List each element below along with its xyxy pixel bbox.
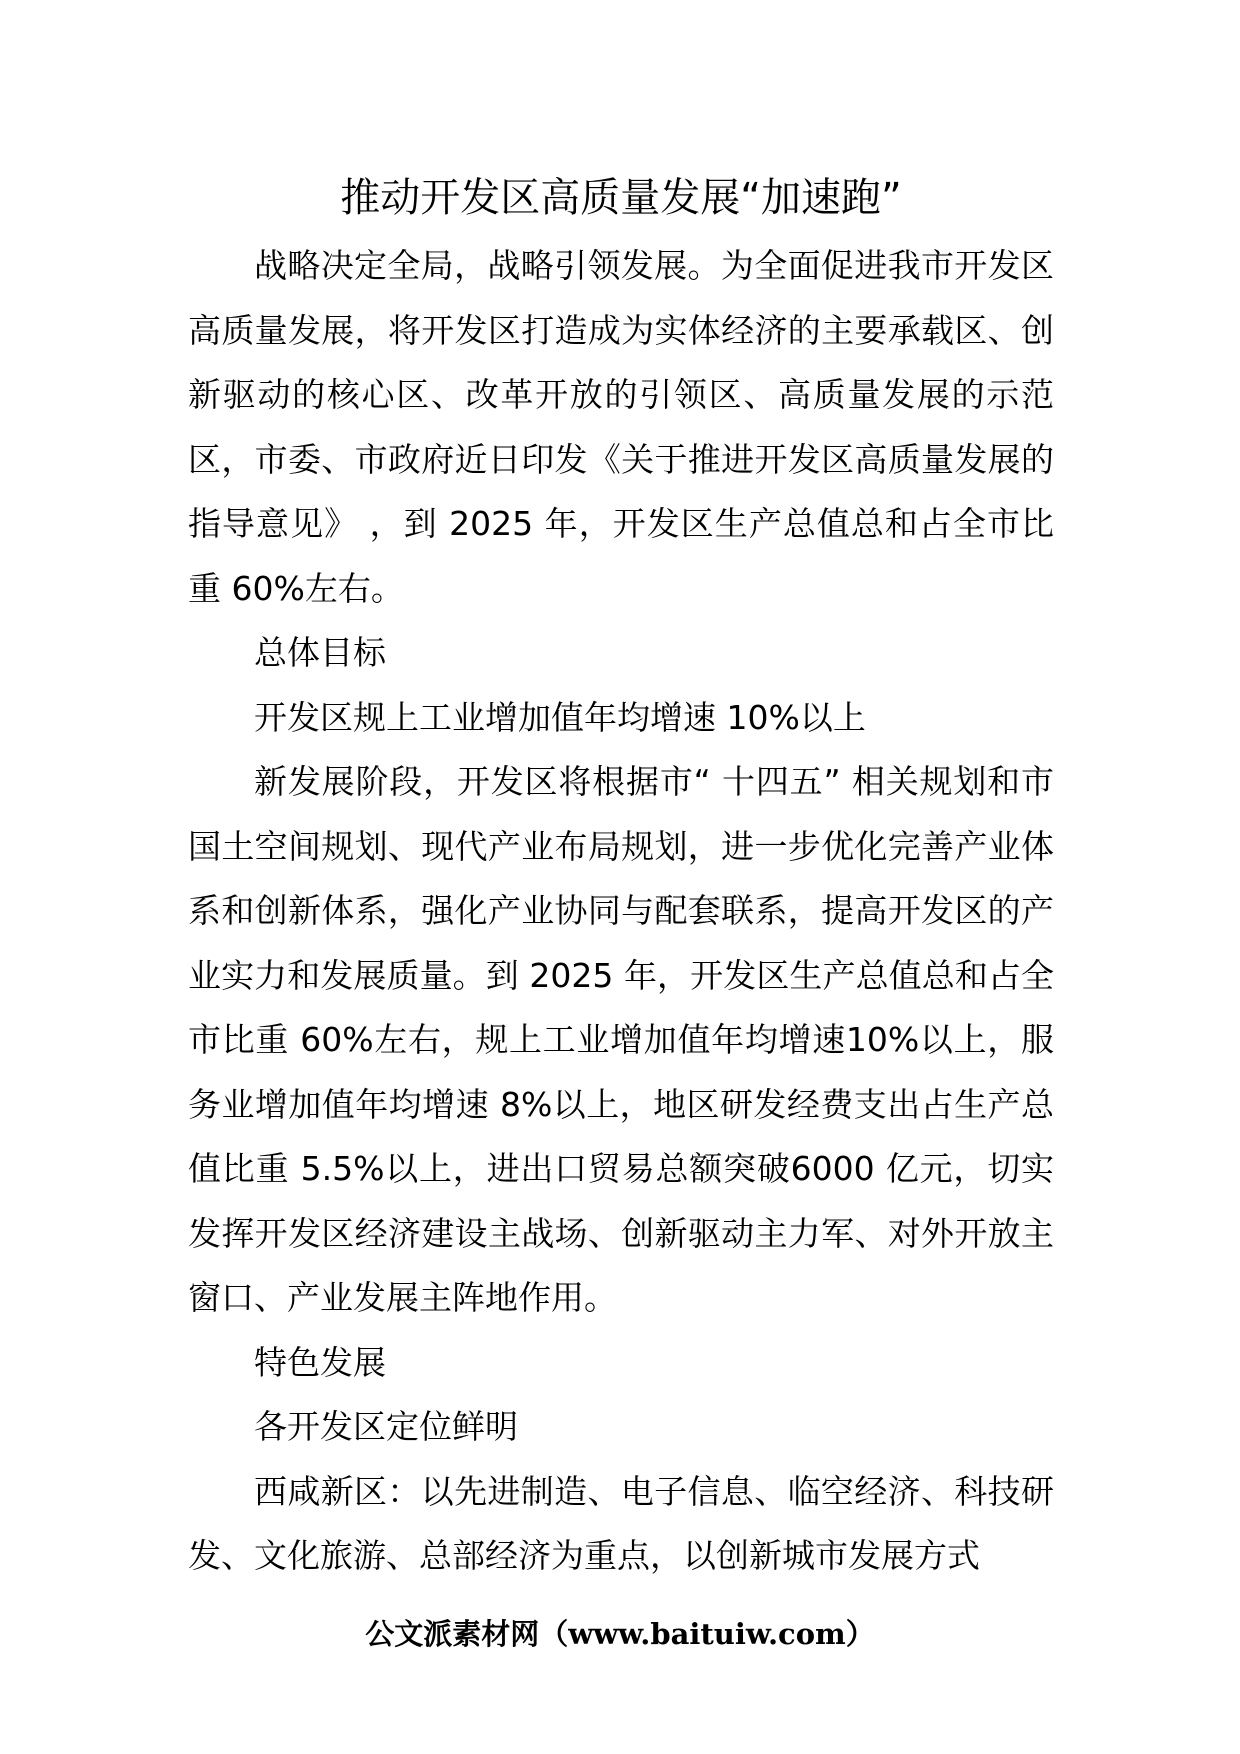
- paragraph-xixian-new-area: 西咸新区：以先进制造、电子信息、临空经济、科技研发、文化旅游、总部经济为重点，以创新城市发展方式: [188, 1471, 1054, 1575]
- document-title: 推动开发区高质量发展“加速跑”: [340, 175, 902, 221]
- footer-watermark: 公文派素材网（www.baituiw.com）: [365, 1617, 875, 1651]
- subheading-industrial-growth: 开发区规上工业增加值年均增速 10%以上: [254, 697, 866, 737]
- section-heading-featured-development: 特色发展: [254, 1342, 386, 1382]
- document-body: [188, 234, 1054, 1589]
- subheading-positioning: 各开发区定位鲜明: [254, 1407, 518, 1446]
- section-heading-overall-goal: 总体目标: [254, 633, 386, 672]
- paragraph-development-stage: 新发展阶段，开发区将根据市“ 十四五” 相关规划和市国土空间规划、现代产业布局规划，进一步优化完善产业体系和创新体系，强化产业协同与配套联系，提高开发区的产业实力和发展质量。到 2025 年，开发区生产总值总和占全市比重 60%左右，规上工业增加值年均增速10%以上，服务业增加值年均增速 8%以上，地区研发经费支出占生产总值比重 5.5%以上，进出口贸易总额突破6000 亿元，切实发挥开发区经济建设主战场、创新驱动主力军、对外开放主窗口、产业发展主阵地作用。: [188, 762, 1054, 1317]
- paragraph-intro: 战略决定全局，战略引领发展。为全面促进我市开发区高质量发展，将开发区打造成为实体经济的主要承载区、创新驱动的核心区、改革开放的引领区、高质量发展的示范区，市委、市政府近日印发《关于推进开发区高质量发展的指导意见》 ，到 2025 年，开发区生产总值总和占全市比重 60%左右。: [188, 246, 1054, 608]
